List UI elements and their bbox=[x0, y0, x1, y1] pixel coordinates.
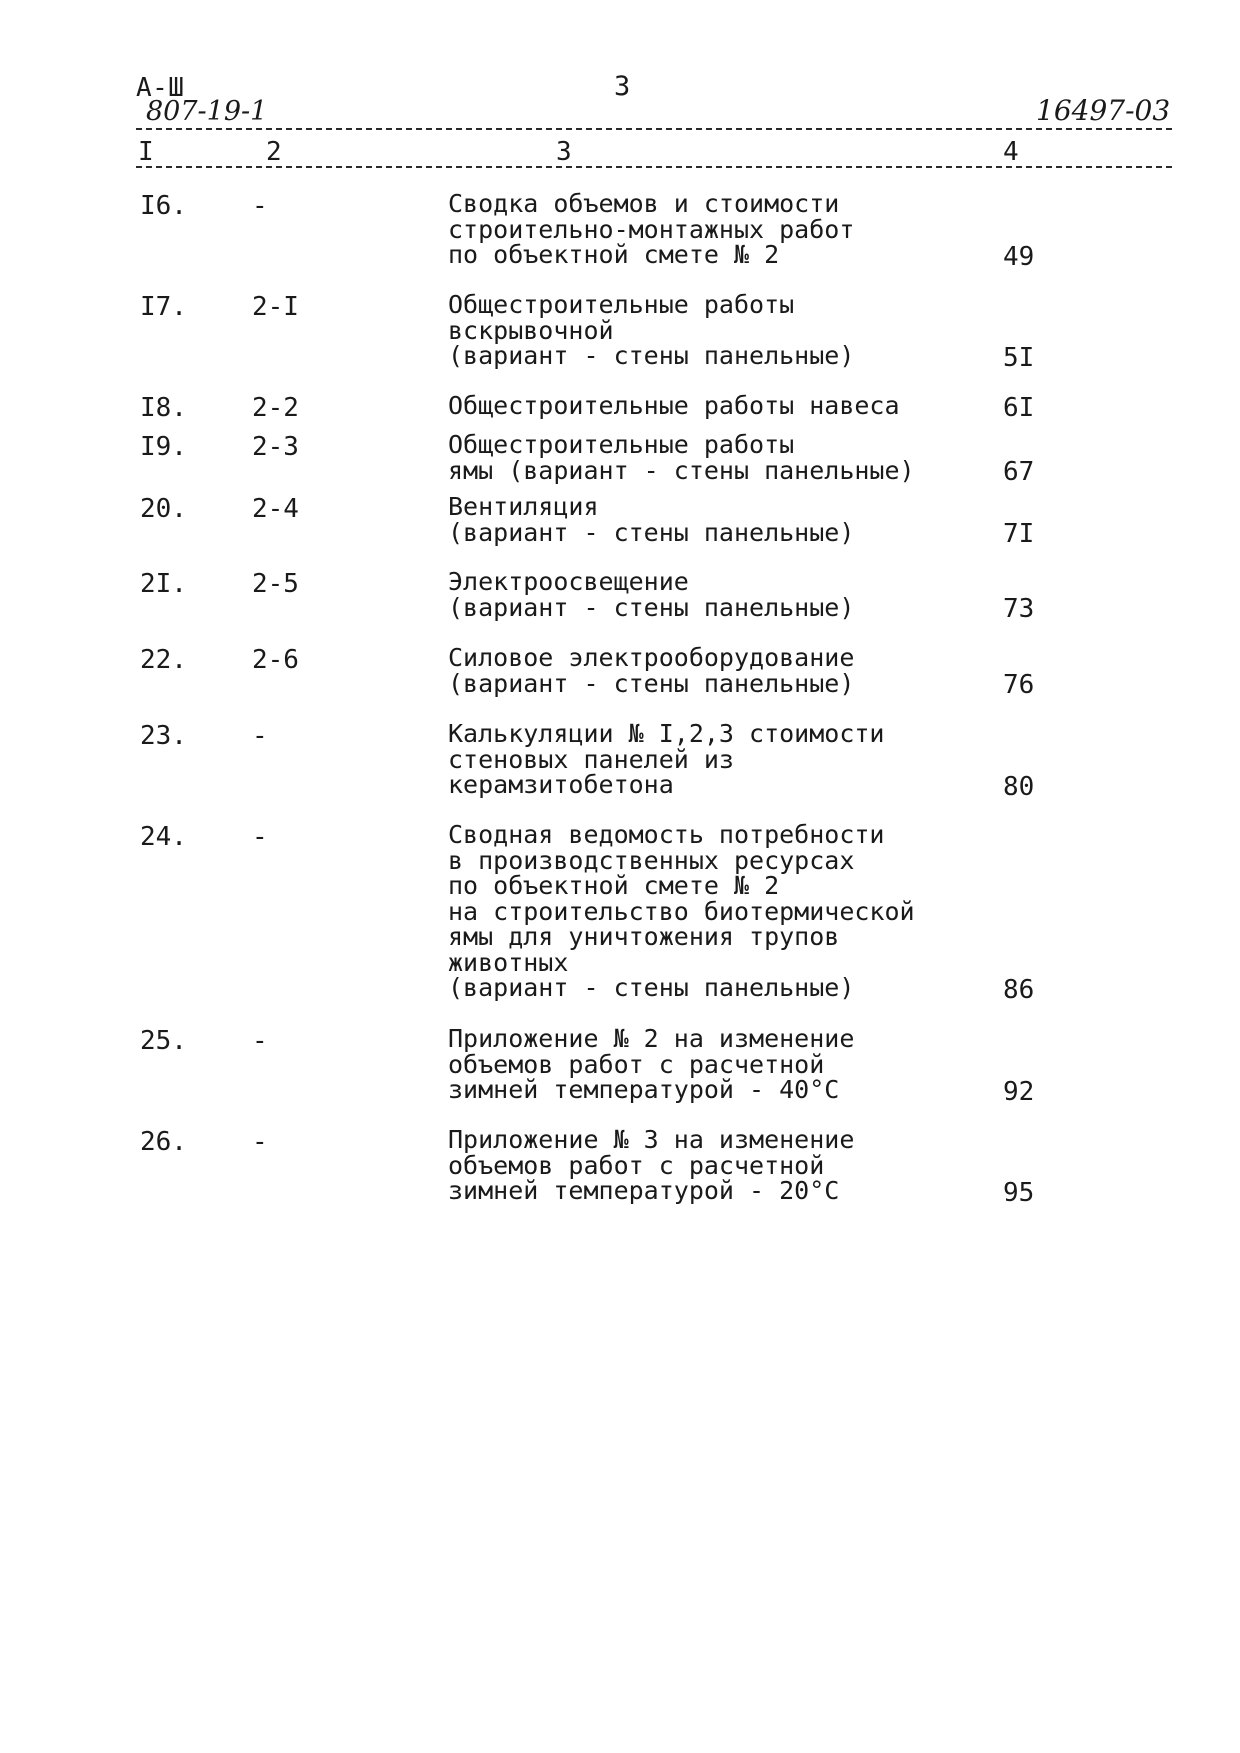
page-number: 3 bbox=[614, 71, 631, 102]
series-label: А-Ш bbox=[136, 73, 185, 103]
column-header-2: 2 bbox=[266, 137, 283, 167]
row-number: 23. bbox=[140, 721, 187, 751]
row-code: - bbox=[252, 822, 268, 852]
row-code: 2-6 bbox=[252, 645, 299, 675]
row-page: 67 bbox=[1003, 457, 1035, 487]
row-number: I8. bbox=[140, 393, 187, 423]
row-number: 25. bbox=[140, 1026, 187, 1056]
row-title: Сводка объемов и стоимости строительно-монтажных работ по объектной смете № 2 bbox=[448, 189, 855, 269]
column-header-1: I bbox=[138, 137, 155, 167]
row-number: 26. bbox=[140, 1127, 187, 1157]
row-code: 2-I bbox=[252, 292, 299, 322]
row-number: I6. bbox=[140, 191, 187, 221]
row-code: - bbox=[252, 1127, 268, 1157]
row-title: Калькуляции № I,2,3 стоимости стеновых панелей из керамзитобетона bbox=[448, 719, 885, 799]
row-code: 2-3 bbox=[252, 432, 299, 462]
row-title: Приложение № 3 на изменение объемов работ с расчетной зимней температурой - 20°С bbox=[448, 1125, 855, 1205]
row-code: 2-5 bbox=[252, 569, 299, 599]
row-title: Общестроительные работы вскрывочной (вариант - стены панельные) bbox=[448, 290, 855, 370]
row-number: I7. bbox=[140, 292, 187, 322]
column-header-rule bbox=[136, 166, 1172, 168]
row-title: Приложение № 2 на изменение объемов работ с расчетной зимней температурой - 40°С bbox=[448, 1024, 855, 1104]
row-page: 80 bbox=[1003, 772, 1035, 802]
row-page: 7I bbox=[1003, 519, 1035, 549]
row-title: Сводная ведомость потребности в производственных ресурсах по объектной смете № 2 на строительство биотермической ямы для уничтожения трупов животных (вариант - стены панельные) bbox=[448, 820, 915, 1002]
row-code: - bbox=[252, 191, 268, 221]
row-code: - bbox=[252, 1026, 268, 1056]
row-title: Силовое электрооборудование (вариант - стены панельные) bbox=[448, 643, 855, 698]
row-page: 49 bbox=[1003, 242, 1035, 272]
series-code: 807-19-1 bbox=[146, 96, 268, 127]
row-page: 6I bbox=[1003, 393, 1035, 423]
column-header-3: 3 bbox=[556, 137, 573, 167]
header-rule bbox=[136, 128, 1172, 130]
row-page: 92 bbox=[1003, 1077, 1035, 1107]
row-number: 2I. bbox=[140, 569, 187, 599]
row-page: 76 bbox=[1003, 670, 1035, 700]
row-number: I9. bbox=[140, 432, 187, 462]
row-title: Общестроительные работы навеса bbox=[448, 391, 900, 420]
column-header-4: 4 bbox=[1003, 137, 1020, 167]
row-number: 22. bbox=[140, 645, 187, 675]
row-number: 20. bbox=[140, 494, 187, 524]
row-code: 2-2 bbox=[252, 393, 299, 423]
row-page: 95 bbox=[1003, 1178, 1035, 1208]
row-number: 24. bbox=[140, 822, 187, 852]
row-title: Электроосвещение (вариант - стены панельные) bbox=[448, 567, 855, 622]
row-page: 86 bbox=[1003, 975, 1035, 1005]
row-code: 2-4 bbox=[252, 494, 299, 524]
row-title: Вентиляция (вариант - стены панельные) bbox=[448, 492, 855, 547]
row-page: 5I bbox=[1003, 343, 1035, 373]
row-code: - bbox=[252, 721, 268, 751]
row-title: Общестроительные работы ямы (вариант - стены панельные) bbox=[448, 430, 915, 485]
archive-number: 16497-03 bbox=[1036, 94, 1171, 127]
row-page: 73 bbox=[1003, 594, 1035, 624]
